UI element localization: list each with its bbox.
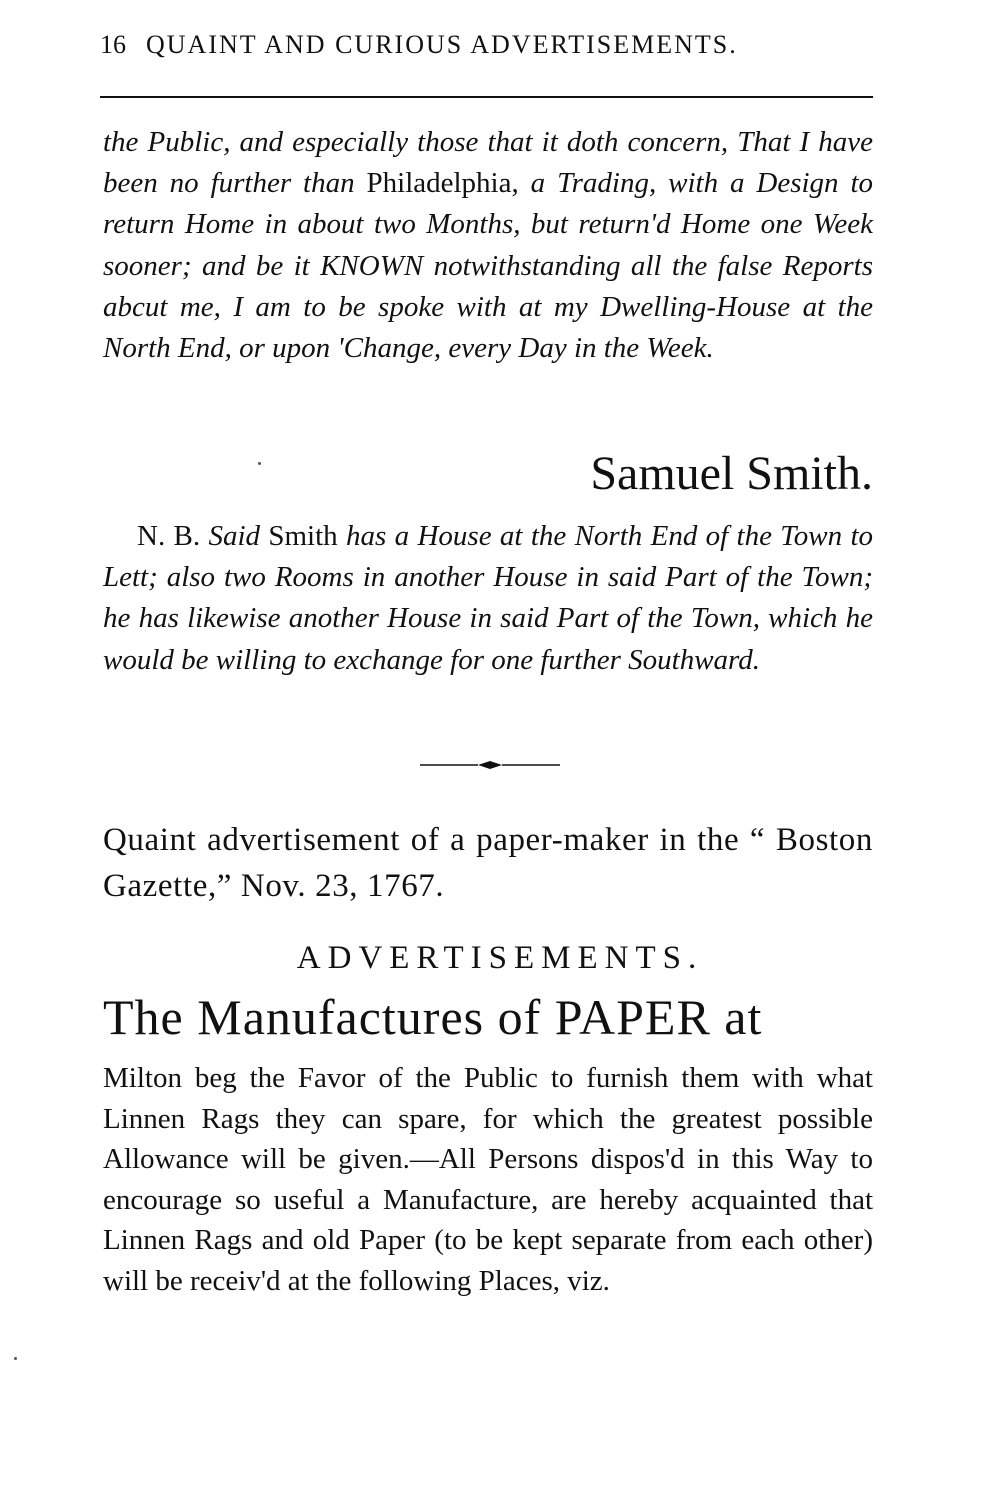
advertisement-heading: ADVERTISEMENTS.: [296, 940, 704, 976]
running-header: [100, 30, 875, 60]
print-speck: [14, 1357, 17, 1360]
notice-place: Philadelphia,: [366, 167, 519, 200]
page-number: 16: [100, 30, 126, 59]
postscript-said: Said: [208, 520, 261, 552]
signature: Samuel Smith.: [590, 447, 873, 500]
advertisement-caption: Quaint advertisement of a paper-maker in the “ Boston Gazette,” Nov. 23, 1767.: [103, 822, 873, 904]
advertisement-body: Milton beg the Favor of the Public to furnish them with what Linnen Rags they can spare, for which the greatest possible Allowance will be given.—All Persons dispos'd in this Way to encourage so useful a Manufacture, are hereby acquainted that Linnen Rags and old Paper (to be kept separate from each other) will be receiv'd at the following Places, viz.: [103, 1062, 873, 1297]
section-divider-ornament: [420, 755, 560, 775]
notice-paragraph: [103, 122, 873, 369]
notice-text-part2: a Trading, with a Design to return Home in about two Months, but return'd Home one Week sooner; and be it KNOWN notwithstanding all the false Reports abcut me, I am to be spoke with at my Dwelling-House at the North End, or upon 'Change, every Day in the Week.: [103, 167, 874, 365]
header-rule: [100, 96, 873, 98]
notice-text-part1: the Public, and especially those that it doth concern, That I have been no further than: [103, 126, 873, 200]
postscript-text: has a House at the North End of the Town to Lett; also two Rooms in another House in said Part of the Town; he has likewise another House in said Part of the Town, which he would be willing to exchange for one further Southward.: [103, 520, 874, 676]
postscript-nb: N. B.: [137, 520, 201, 552]
advertisement-title: The Manufactures of PAPER at: [103, 989, 763, 1045]
running-title: QUAINT AND CURIOUS ADVERTISEMENTS.: [146, 30, 738, 59]
print-speck: [258, 462, 261, 465]
postscript-paragraph: [103, 516, 873, 681]
postscript-name: Smith: [268, 520, 338, 552]
